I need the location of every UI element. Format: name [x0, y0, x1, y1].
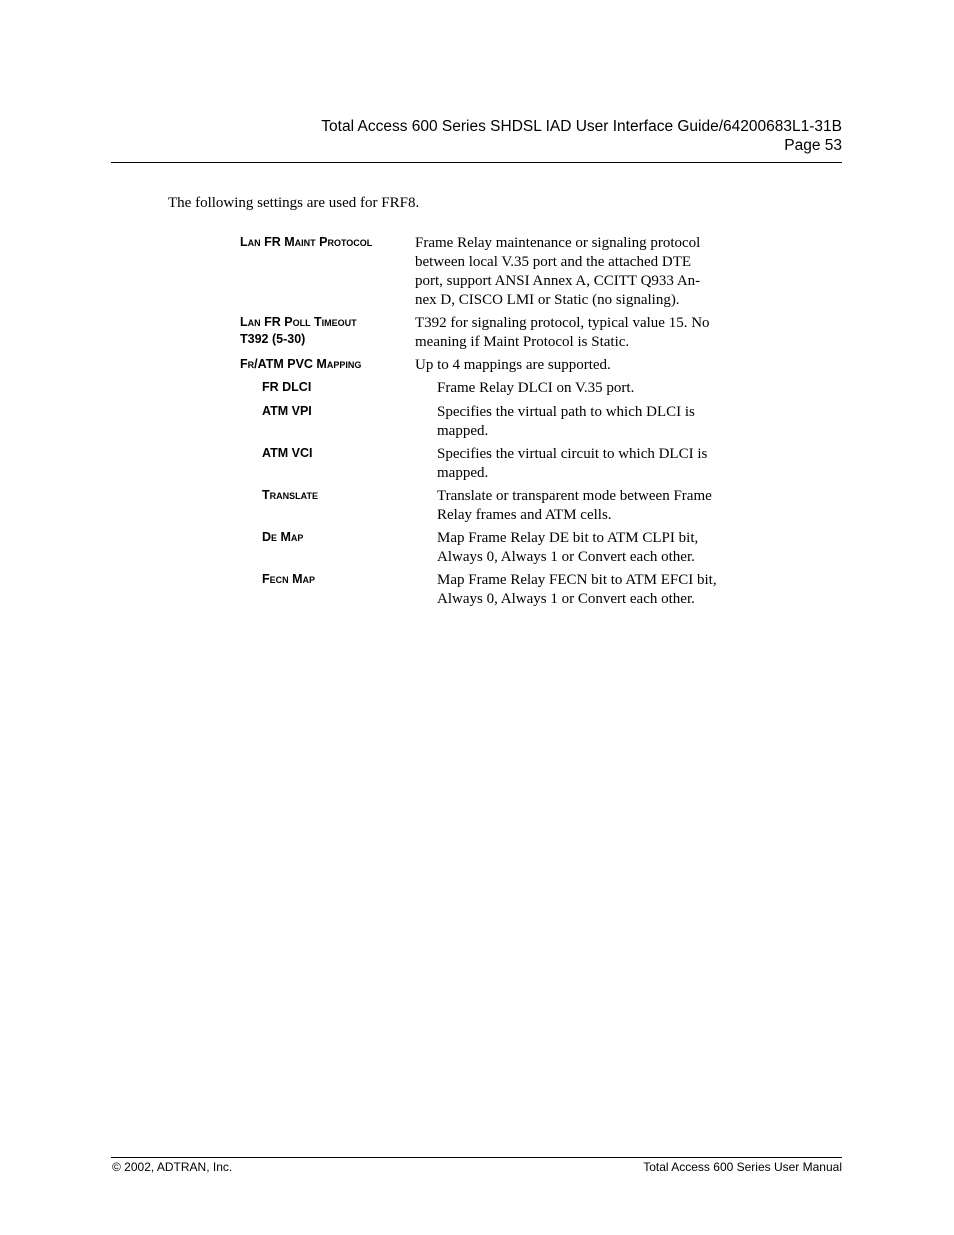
setting-label-fr-atm-pvc-mapping: Fr/ATM PVC Mapping — [240, 357, 362, 371]
footer-manual-title: Total Access 600 Series User Manual — [643, 1160, 842, 1174]
setting-label-atm-vpi: ATM VPI — [262, 404, 312, 418]
header-title: Total Access 600 Series SHDSL IAD User Interface Guide/64200683L1-31B — [321, 118, 842, 135]
setting-label-lan-fr-poll-timeout — [240, 314, 357, 348]
setting-label-line-1: Lan FR Poll Timeout — [240, 315, 357, 329]
setting-desc-fecn-map: Map Frame Relay FECN bit to ATM EFCI bit, Always 0, Always 1 or Convert each other. — [437, 572, 717, 607]
setting-desc-lan-fr-maint-protocol: Frame Relay maintenance or signaling protocol between local V.35 port and the attached DTE port, support ANSI Annex A, CCITT Q933 An-nex D, CISCO LMI or Static (no signaling). — [415, 235, 701, 308]
setting-label-lan-fr-maint-protocol: Lan FR Maint Protocol — [240, 235, 373, 249]
setting-desc-lan-fr-poll-timeout: T392 for signaling protocol, typical value 15. No meaning if Maint Protocol is Static. — [415, 315, 710, 350]
running-header — [321, 117, 842, 155]
page-number: Page 53 — [784, 137, 842, 154]
setting-label-fr-dlci: FR DLCI — [262, 380, 312, 394]
setting-desc-atm-vci: Specifies the virtual circuit to which DLCI is mapped. — [437, 446, 708, 481]
setting-label-line-2: T392 (5-30) — [240, 332, 306, 346]
header-rule — [111, 162, 842, 163]
intro-text: The following settings are used for FRF8. — [168, 195, 420, 211]
setting-desc-atm-vpi: Specifies the virtual path to which DLCI is mapped. — [437, 404, 695, 439]
setting-label-translate: Translate — [262, 488, 318, 502]
setting-label-fecn-map: Fecn Map — [262, 572, 316, 586]
setting-desc-de-map: Map Frame Relay DE bit to ATM CLPI bit, Always 0, Always 1 or Convert each other. — [437, 530, 699, 565]
setting-label-de-map: De Map — [262, 530, 304, 544]
setting-desc-translate: Translate or transparent mode between Frame Relay frames and ATM cells. — [437, 488, 712, 523]
setting-desc-fr-atm-pvc-mapping: Up to 4 mappings are supported. — [415, 357, 611, 373]
footer-rule — [111, 1157, 842, 1158]
setting-label-atm-vci: ATM VCI — [262, 446, 313, 460]
footer-copyright: © 2002, ADTRAN, Inc. — [112, 1160, 233, 1174]
setting-desc-fr-dlci: Frame Relay DLCI on V.35 port. — [437, 380, 635, 396]
